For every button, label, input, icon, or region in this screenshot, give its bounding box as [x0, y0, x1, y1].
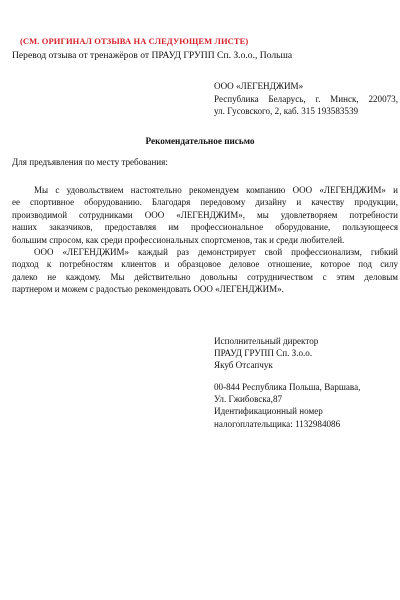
paragraph-1: [12, 184, 398, 246]
signature-block: [214, 335, 318, 371]
paragraph-2-line: далеко не каждому. Мы действительно довольны сотрудничеством с этим деловым: [12, 271, 398, 282]
recipient-address-block: [214, 80, 398, 118]
signer-company: ПРАУД ГРУПП Сп. З.о.о.: [214, 348, 313, 358]
signer-position: Исполнительный директор: [214, 336, 319, 346]
paragraph-1-line: производимой сотрудниками ООО «ЛЕГЕНДЖИМ», мы удовлетворяем потребности: [12, 209, 398, 220]
letter-body: [12, 184, 398, 296]
recipient-company: ООО «ЛЕГЕНДЖИМ»: [214, 81, 304, 91]
requisites-tax-id-label: Идентификационный номер: [214, 406, 323, 417]
paragraph-1-line: ее спортивное оборудованию. Благодаря передовому дизайну и качеству продукции,: [12, 197, 398, 208]
paragraph-1-line: Мы с удовольствием настоятельно рекомендуем компанию ООО «ЛЕГЕНДЖИМ» и: [34, 185, 398, 195]
requisites-tax-id: налогоплательщика: 1132984086: [214, 418, 341, 429]
paragraph-1-line: наших заказчиков, предоставляя им профессиональное оборудование, пользующееся: [12, 222, 398, 233]
letter-title: Рекомендательное письмо: [145, 136, 255, 146]
recipient-address-line-2: ул. Гусовского, 2, каб. 315 193583539: [214, 106, 359, 116]
recipient-address-line-1: Республика Беларусь, г. Минск, 220073,: [214, 93, 398, 104]
requisites-address-line-2: Ул. Гжибовска,87: [214, 394, 283, 405]
signer-name: Якуб Отсапчук: [214, 360, 273, 370]
requisites-address-line-1: 00-844 Республика Польша, Варшава,: [214, 382, 361, 392]
paragraph-1-line: большим спросом, как среди профессиональных спортсменов, так и среди любителей.: [12, 234, 345, 245]
company-requisites-block: [214, 381, 360, 430]
translation-heading: Перевод отзыва от тренажёров от ПРАУД ГРУПП Сп. З.о.о., Польша: [12, 50, 293, 61]
letter-greeting: Для предъявления по месту требования:: [12, 157, 168, 167]
paragraph-2-line: партнером и можем с радостью рекомендовать ООО «ЛЕГЕНДЖИМ».: [12, 284, 284, 295]
original-notice: (СМ. ОРИГИНАЛ ОТЗЫВА НА СЛЕДУЮЩЕМ ЛИСТЕ): [20, 36, 249, 46]
paragraph-2: [12, 246, 398, 296]
paragraph-2-line: подход к потребностям клиентов и образцовое деловое отношение, которое под силу: [12, 259, 398, 270]
paragraph-2-line: ООО «ЛЕГЕНДЖИМ» каждый раз демонстрирует свой профессионализм, гибкий: [34, 247, 398, 258]
